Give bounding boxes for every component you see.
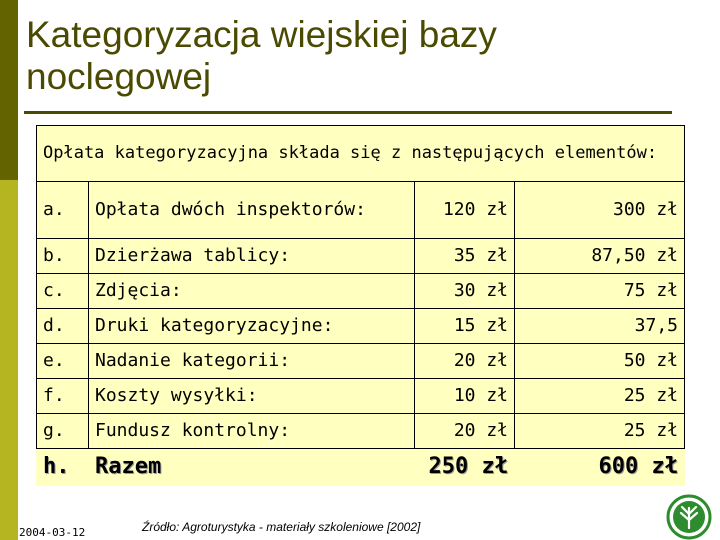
row-letter: g.	[37, 414, 89, 449]
table-row	[37, 274, 685, 309]
table-row	[37, 309, 685, 344]
table-row	[37, 379, 685, 414]
row-value-1: 15 zł	[415, 309, 515, 344]
row-value-1: 35 zł	[415, 239, 515, 274]
total-row	[37, 449, 685, 486]
row-value-1: 20 zł	[415, 344, 515, 379]
row-label: Koszty wysyłki:	[89, 379, 415, 414]
row-label: Fundusz kontrolny:	[89, 414, 415, 449]
sidebar-accent-light	[0, 180, 18, 540]
row-label: Opłata dwóch inspektorów:	[89, 182, 415, 239]
fee-table-container	[36, 125, 684, 485]
row-label: Druki kategoryzacyjne:	[89, 309, 415, 344]
row-value-2: 300 zł	[515, 182, 685, 239]
row-value-2: 25 zł	[515, 379, 685, 414]
table-row	[37, 182, 685, 239]
row-letter: c.	[37, 274, 89, 309]
total-value-2: 600 zł	[515, 449, 685, 486]
table-row	[37, 239, 685, 274]
row-letter: e.	[37, 344, 89, 379]
title-line-2: noclegowej	[26, 56, 212, 97]
row-letter: f.	[37, 379, 89, 414]
sidebar-accent-dark	[0, 0, 18, 180]
row-value-2: 25 zł	[515, 414, 685, 449]
title-line-1: Kategoryzacja wiejskiej bazy	[26, 14, 497, 55]
table-header: Opłata kategoryzacyjna składa się z następujących elementów:	[37, 126, 685, 182]
row-value-2: 87,50 zł	[515, 239, 685, 274]
row-value-2: 50 zł	[515, 344, 685, 379]
row-label: Nadanie kategorii:	[89, 344, 415, 379]
leaf-emblem-icon	[666, 494, 712, 540]
total-label: Razem	[89, 449, 415, 486]
table-row	[37, 344, 685, 379]
page-title	[26, 14, 686, 98]
title-divider	[24, 111, 672, 114]
row-letter: b.	[37, 239, 89, 274]
row-value-1: 30 zł	[415, 274, 515, 309]
total-value-1: 250 zł	[415, 449, 515, 486]
row-letter: d.	[37, 309, 89, 344]
row-label: Zdjęcia:	[89, 274, 415, 309]
total-letter: h.	[37, 449, 89, 486]
row-value-1: 10 zł	[415, 379, 515, 414]
table-row	[37, 414, 685, 449]
row-label: Dzierżawa tablicy:	[89, 239, 415, 274]
row-value-1: 20 zł	[415, 414, 515, 449]
slide-date: 2004-03-12	[19, 526, 86, 539]
row-value-2: 75 zł	[515, 274, 685, 309]
source-citation: Źródło: Agroturystyka - materiały szkoleniowe [2002]	[142, 520, 421, 534]
row-value-2: 37,5	[515, 309, 685, 344]
row-letter: a.	[37, 182, 89, 239]
fee-table	[36, 125, 685, 486]
row-value-1: 120 zł	[415, 182, 515, 239]
